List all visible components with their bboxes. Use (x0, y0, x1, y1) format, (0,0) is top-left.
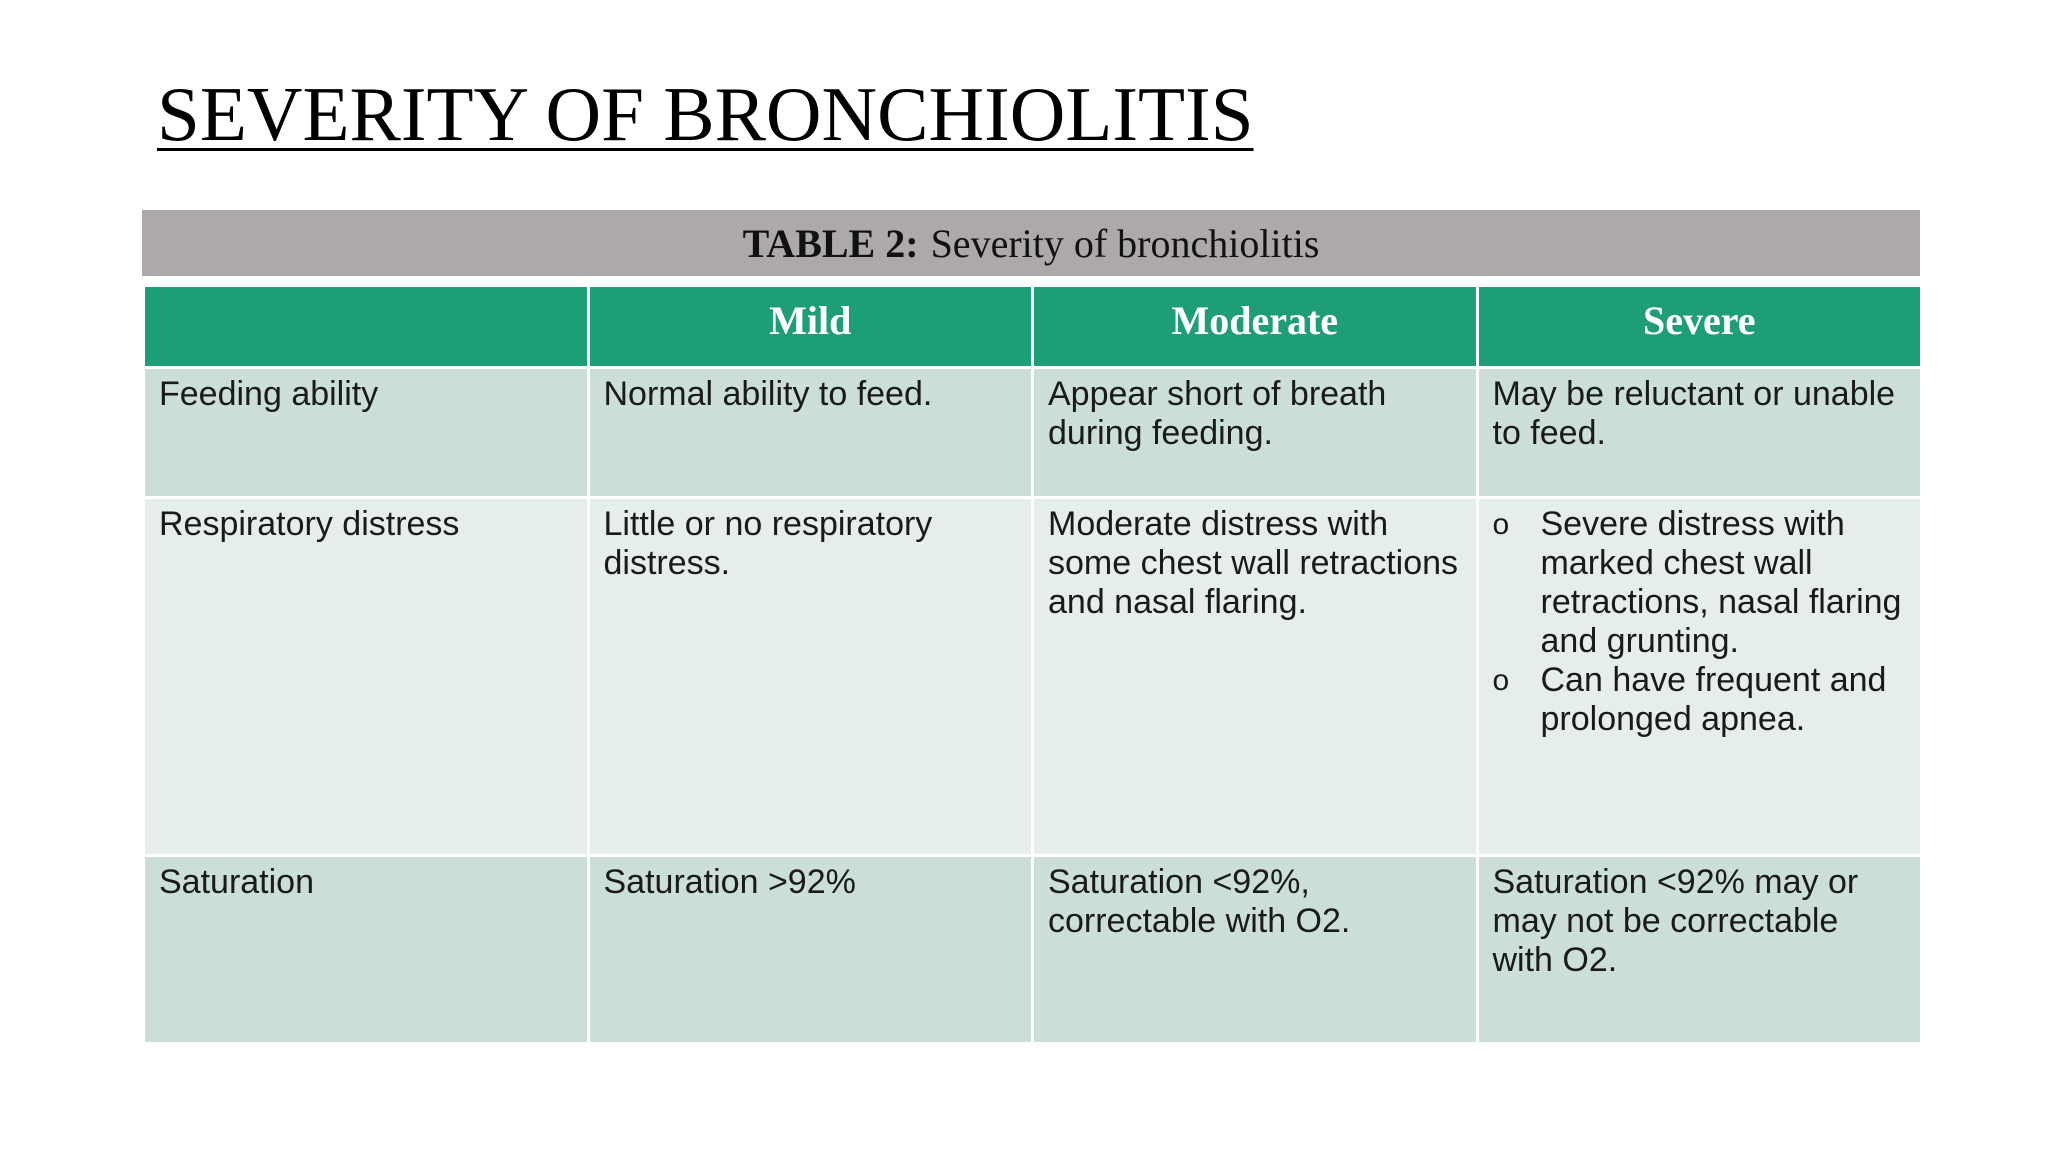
header-cell-empty (144, 286, 589, 368)
bullet-text: Can have frequent and prolonged apnea. (1540, 661, 1887, 738)
severe-cell: Saturation <92% may or may not be correctable with O2. (1477, 856, 1922, 1044)
severe-cell: May be reluctant or unable to feed. (1477, 368, 1922, 498)
table-row-saturation (144, 856, 1922, 1044)
header-cell-moderate: Moderate (1033, 286, 1478, 368)
severity-table (142, 284, 1923, 1045)
mild-cell: Saturation >92% (588, 856, 1033, 1044)
moderate-cell: Appear short of breath during feeding. (1033, 368, 1478, 498)
table-caption (142, 210, 1920, 276)
mild-cell: Little or no respiratory distress. (588, 498, 1033, 856)
circle-bullet-icon: o (1492, 664, 1510, 697)
table-row-feeding-ability (144, 368, 1922, 498)
table-caption-text: Severity of bronchiolitis (930, 220, 1320, 266)
row-label-cell: Saturation (144, 856, 589, 1044)
moderate-cell: Saturation <92%, correctable with O2. (1033, 856, 1478, 1044)
row-label-cell: Feeding ability (144, 368, 589, 498)
table-row-respiratory-distress (144, 498, 1922, 856)
header-cell-mild: Mild (588, 286, 1033, 368)
mild-cell: Normal ability to feed. (588, 368, 1033, 498)
list-item (1493, 505, 1907, 661)
list-item (1493, 661, 1907, 739)
header-cell-severe: Severe (1477, 286, 1922, 368)
row-label-cell: Respiratory distress (144, 498, 589, 856)
severe-bullet-list (1493, 505, 1907, 739)
slide-title: SEVERITY OF BRONCHIOLITIS (157, 71, 1254, 157)
moderate-cell: Moderate distress with some chest wall retractions and nasal flaring. (1033, 498, 1478, 856)
severe-cell (1477, 498, 1922, 856)
bullet-text: Severe distress with marked chest wall retractions, nasal flaring and grunting. (1540, 505, 1902, 660)
table-header-row (144, 286, 1922, 368)
table-caption-label: TABLE 2: (742, 220, 919, 266)
circle-bullet-icon: o (1492, 508, 1510, 541)
